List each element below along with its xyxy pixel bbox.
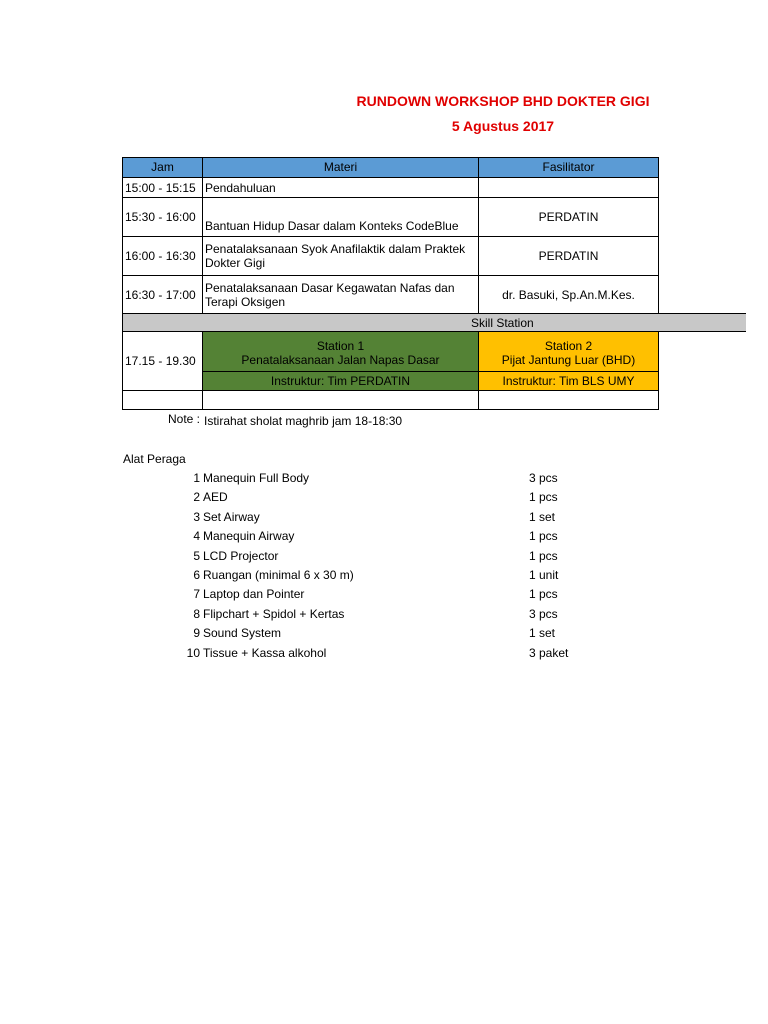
row3-fasilitator-text: PERDATIN — [538, 249, 599, 263]
alat-item-name: Ruangan (minimal 6 x 30 m) — [203, 568, 354, 582]
alat-item-number: 8 — [193, 606, 200, 621]
row3-materi-line1: Penatalaksanaan Syok Anafilaktik dalam Praktek — [205, 242, 466, 256]
empty-row-materi — [202, 390, 479, 410]
station2-instruktur-cell — [478, 371, 659, 391]
station-time — [122, 331, 203, 391]
station2-cell — [478, 331, 659, 372]
document-date: 5 Agustus 2017 — [451, 118, 555, 134]
row2-jam-text: 15:30 - 16:00 — [125, 210, 196, 224]
station-time-text: 17.15 - 19.30 — [125, 354, 196, 368]
station2-subtitle: Pijat Jantung Luar (BHD) — [501, 353, 636, 367]
header-jam: Jam — [122, 157, 203, 178]
alat-item-qty: 1 unit — [529, 568, 559, 582]
alat-item-qty: 1 set — [529, 509, 556, 524]
station1-subtitle: Penatalaksanaan Jalan Napas Dasar — [241, 353, 440, 367]
alat-item-number: 6 — [193, 568, 200, 582]
station1-instruktur: Instruktur: Tim PERDATIN — [270, 374, 411, 388]
alat-item-qty: 3 pcs — [529, 606, 558, 621]
row4-jam — [122, 275, 203, 314]
alat-item-qty: 1 set — [529, 626, 556, 641]
row1-jam — [122, 177, 203, 198]
alat-item-qty: 1 pcs — [529, 529, 558, 544]
alat-item-name: Sound System — [203, 626, 282, 641]
row3-fasilitator — [478, 236, 659, 276]
row4-fasilitator — [478, 275, 659, 314]
alat-item-number: 7 — [193, 587, 200, 602]
alat-item-number: 3 — [193, 509, 200, 524]
alat-item-name: Tissue + Kassa alkohol — [203, 645, 327, 660]
row1-fasilitator — [478, 177, 659, 198]
row4-jam-text: 16:30 - 17:00 — [125, 287, 196, 302]
row2-materi — [202, 197, 479, 237]
row1-materi — [202, 177, 479, 198]
row4-materi-line2: Terapi Oksigen — [205, 295, 286, 309]
station1-instruktur-cell — [202, 371, 479, 391]
alat-item-name: Flipchart + Spidol + Kertas — [203, 606, 345, 621]
document-title: RUNDOWN WORKSHOP BHD DOKTER GIGI — [356, 93, 650, 109]
note-label: Note : — [168, 412, 201, 426]
station1-cell — [202, 331, 479, 372]
row3-materi — [202, 236, 479, 276]
alat-item-number: 5 — [193, 548, 200, 563]
skill-station-bar — [122, 313, 746, 332]
row3-jam — [122, 236, 203, 276]
row4-fasilitator-text: dr. Basuki, Sp.An.M.Kes. — [502, 287, 635, 302]
alat-item-name: AED — [203, 490, 228, 505]
alat-item-name: Manequin Airway — [203, 529, 295, 544]
row4-materi-line1: Penatalaksanaan Dasar Kegawatan Nafas dan — [205, 281, 455, 295]
alat-item-name: LCD Projector — [203, 548, 279, 563]
row2-fasilitator — [478, 197, 659, 237]
alat-item-number: 2 — [193, 490, 200, 505]
row3-materi-line2: Dokter Gigi — [205, 256, 266, 270]
station2-instruktur: Instruktur: Tim BLS UMY — [502, 374, 635, 388]
alat-item-number: 10 — [186, 645, 200, 660]
station2-title: Station 2 — [544, 339, 593, 353]
alat-item-qty: 1 pcs — [529, 548, 558, 563]
header-fasilitator: Fasilitator — [478, 157, 659, 178]
alat-heading: Alat Peraga — [123, 452, 186, 466]
row3-jam-text: 16:00 - 16:30 — [125, 249, 196, 263]
header-materi: Materi — [202, 157, 479, 178]
row2-fasilitator-text: PERDATIN — [538, 210, 599, 224]
row1-materi-text: Pendahuluan — [205, 180, 276, 195]
station1-title: Station 1 — [316, 339, 365, 353]
alat-item-number: 4 — [193, 529, 200, 544]
row4-materi — [202, 275, 479, 314]
alat-item-name: Manequin Full Body — [203, 471, 310, 485]
row2-jam — [122, 197, 203, 237]
alat-item-name: Laptop dan Pointer — [203, 587, 305, 602]
alat-item-number: 9 — [193, 626, 200, 641]
skill-station-label: Skill Station — [471, 316, 534, 330]
alat-item-qty: 3 pcs — [529, 471, 558, 485]
empty-row-fasilitator — [478, 390, 659, 410]
alat-item-qty: 3 paket — [529, 645, 569, 660]
alat-item-name: Set Airway — [203, 509, 260, 524]
alat-item-qty: 1 pcs — [529, 490, 558, 505]
note-text: Istirahat sholat maghrib jam 18-18:30 — [204, 414, 403, 428]
row2-materi-text: Bantuan Hidup Dasar dalam Konteks CodeBlue — [205, 219, 459, 233]
alat-item-number: 1 — [193, 471, 200, 485]
empty-row-jam — [122, 390, 203, 410]
row1-jam-text: 15:00 - 15:15 — [125, 180, 196, 195]
alat-item-qty: 1 pcs — [529, 587, 558, 602]
